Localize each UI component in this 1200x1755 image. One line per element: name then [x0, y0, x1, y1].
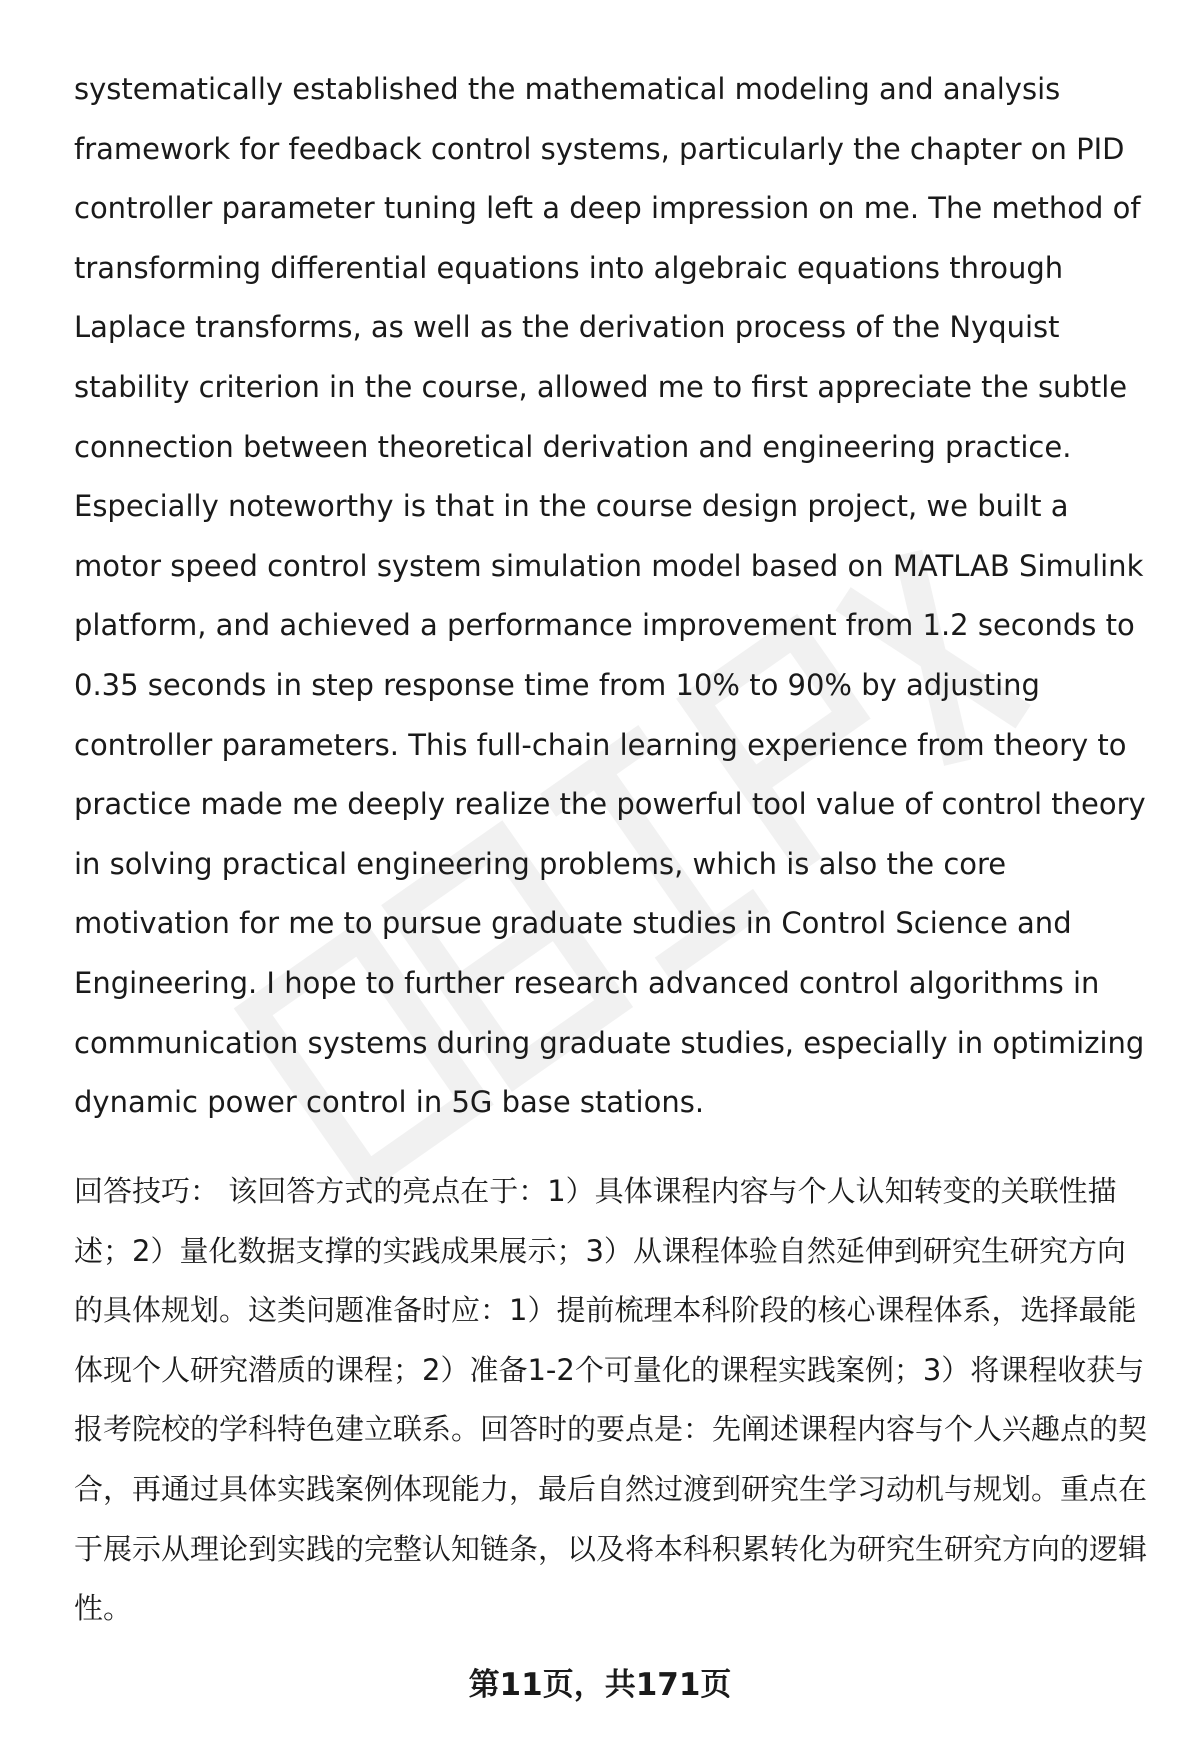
- answer-tips-label: 回答技巧：: [74, 1174, 220, 1208]
- body-paragraph: systematically established the mathematical modeling and analysis framework for feedback control systems, particularly the chapter on PID controller parameter tuning left a deep impression on me. The method of transforming differential equations into algebraic equations through Laplace transforms, as well as the derivation process of the Nyquist stability criterion in the course, allowed me to first appreciate the subtle connection between theoretical derivation and engineering practice. Especially noteworthy is that in the course design project, we built a motor speed control system simulation model based on MATLAB Simulink platform, and achieved a performance improvement from 1.2 seconds to 0.35 seconds in step response time from 10% to 90% by adjusting controller parameters. This full-chain learning experience from theory to practice made me deeply realize the powerful tool value of control theory in solving practical engineering problems, which is also the core motivation for me to pursue graduate studies in Control Science and Engineering. I hope to further research advanced control algorithms in communication systems during graduate studies, especially in optimizing dynamic power control in 5G base stations.: [74, 72, 1146, 1120]
- answer-tips-text: 该回答方式的亮点在于：1）具体课程内容与个人认知转变的关联性描述；2）量化数据支撑的实践成果展示；3）从课程体验自然延伸到研究生研究方向的具体规划。这类问题准备时应：1）提前梳理本科阶段的核心课程体系，选择最能体现个人研究潜质的课程；2）准备1-2个可量化的课程实践案例；3）将课程收获与报考院校的学科特色建立联系。回答时的要点是：先阐述课程内容与个人兴趣点的契合，再通过具体实践案例体现能力，最后自然过渡到研究生学习动机与规划。重点在于展示从理论到实践的完整认知链条，以及将本科积累转化为研究生研究方向的逻辑性。: [74, 1174, 1148, 1626]
- page-number-footer: 第11页，共171页: [468, 1667, 732, 1703]
- answer-tips-section: [74, 1162, 1154, 1639]
